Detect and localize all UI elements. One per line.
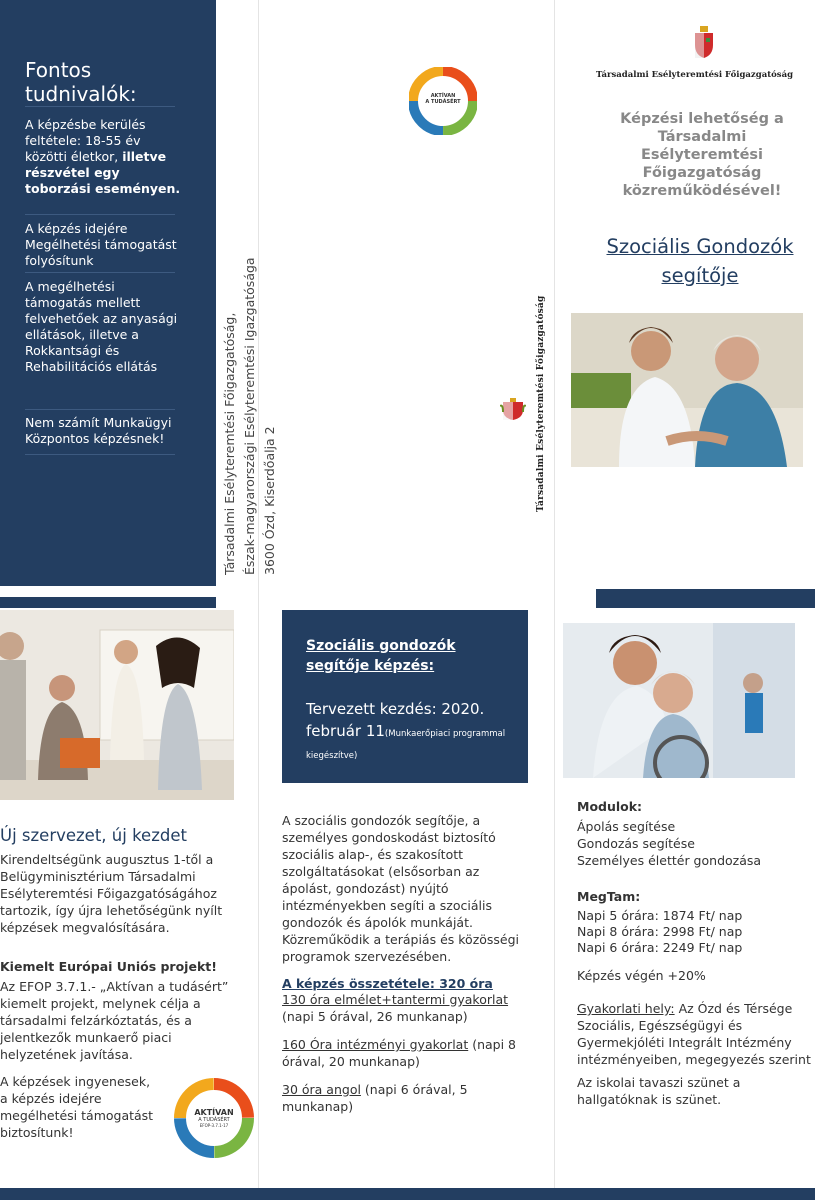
- aktivan-logo: [409, 67, 477, 135]
- mailer-org-name: Társadalmi Esélyteremtési Főigazgatóság: [536, 295, 546, 512]
- divider: [25, 272, 175, 273]
- eligibility-text: [25, 117, 185, 197]
- nurse-elderly-photo: [571, 313, 803, 467]
- megtam-heading: MegTam:: [577, 889, 641, 904]
- practice-place: [577, 1000, 813, 1068]
- item-detail: (napi 8 órával, 20 munkanap): [282, 1037, 517, 1069]
- module-item: Gondozás segítése: [577, 836, 695, 851]
- address-line: Társadalmi Esélyteremtési Főigazgatóság,: [222, 312, 237, 575]
- bottom-bar: [0, 1188, 815, 1200]
- course-info-box: [282, 610, 528, 783]
- org-name: Társadalmi Esélyteremtési Főigazgatóság: [596, 70, 794, 80]
- eligibility-event: illetve részvétel egy toborzási eseményen.: [25, 149, 181, 196]
- accent-bar: [596, 589, 815, 608]
- return-address: [220, 255, 280, 575]
- practice-text: Az Ózd és Térsége Szociális, Egészségügyi és Gyermekjóléti Integrált Intézmény intézményeiben, megegyezés szerint: [577, 1001, 811, 1067]
- free-training-text: A képzések ingyenesek, a képzés idejére megélhetési támogatást biztosítunk!: [0, 1074, 154, 1140]
- not-job-center-text: Nem számít Munkaügyi Központos képzésnek!: [25, 415, 172, 446]
- megtam-rate: Napi 5 órára: 1874 Ft/ nap: [577, 908, 743, 923]
- item-hours: 30 óra angol: [282, 1082, 361, 1097]
- logo-subtext: A TUDÁSÉRT: [425, 99, 461, 105]
- important-info-heading: Fontos tudnivalók:: [25, 58, 137, 106]
- item-detail: (napi 6 órával, 5 munkanap): [282, 1082, 468, 1114]
- address-line: 3600 Ózd, Kiserdőalja 2: [262, 426, 277, 575]
- divider: [25, 106, 175, 107]
- caregiver-wheelchair-photo: [563, 623, 795, 778]
- eu-project-heading: Kiemelt Európai Uniós projekt!: [0, 959, 217, 974]
- fold-line: [258, 0, 259, 1200]
- important-info-panel: [0, 0, 216, 586]
- item-hours: 130 óra elmélet+tantermi gyakorlat: [282, 992, 509, 1007]
- bonus-text: Képzés végén +20%: [577, 968, 706, 983]
- composition-item: [282, 991, 528, 1025]
- course-title: Szociális gondozók segítője képzés:: [306, 638, 456, 674]
- composition-item: [282, 1081, 528, 1115]
- eligibility-condition: A képzésbe kerülés feltétele: 18-55 év közötti életkor,: [25, 117, 146, 164]
- logo-text: AKTÍVAN: [194, 1108, 234, 1117]
- intro-heading: Képzési lehetőség a Társadalmi Esélyteremtési Főigazgatóság közreműködésével!: [620, 111, 784, 199]
- coat-of-arms-icon: [500, 398, 526, 420]
- module-item: Személyes élettér gondozása: [577, 853, 762, 868]
- module-item: Ápolás segítése: [577, 819, 676, 834]
- fold-line: [554, 0, 555, 1200]
- megtam-rate: Napi 8 órára: 2998 Ft/ nap: [577, 924, 743, 939]
- group-photo: [0, 610, 234, 800]
- start-date: Tervezett kezdés: 2020. február 11: [306, 700, 485, 740]
- composition-item: [282, 1036, 528, 1070]
- composition-heading: A képzés összetétele: 320 óra: [282, 976, 493, 991]
- new-org-heading: Új szervezet, új kezdet: [0, 826, 187, 845]
- logo-code: EFOP-3.7.1-17: [199, 1123, 229, 1128]
- course-description: A szociális gondozók segítője, a személyes gondoskodást biztosító szociális alap-, és szakosított szolgáltatásokat (elsősorban az ápolást, gondozást) nyújtó intézményekben segíti a szociális gondozók és ápolók munkáját. Közreműködik a terápiás és közösségi programok szervezésében.: [282, 813, 520, 964]
- coat-of-arms-icon: [693, 26, 715, 58]
- address-line: Észak-magyarországi Esélyteremtési Igazgatósága: [242, 257, 257, 575]
- modules-heading: Modulok:: [577, 799, 643, 814]
- logo-text: AKTÍVAN: [430, 93, 456, 99]
- course-start: [306, 698, 516, 764]
- item-hours: 160 Óra intézményi gyakorlat: [282, 1037, 469, 1052]
- aktivan-logo: [174, 1078, 254, 1158]
- allowance-text: A képzés idejére Megélhetési támogatást folyósítunk: [25, 221, 177, 268]
- divider: [25, 454, 175, 455]
- new-org-text: Kirendeltségünk augusztus 1-től a Belügyminisztérium Társadalmi Esélyteremtési Főigazgatóságához tartozik, így újra lehetőségünk nyílt képzések megvalósítására.: [0, 852, 223, 935]
- holiday-text: Az iskolai tavaszi szünet a hallgatóknak is szünet.: [577, 1075, 741, 1107]
- eu-project-text: Az EFOP 3.7.1.- „Aktívan a tudásért” kiemelt projekt, melynek célja a társadalmi felzárkóztatás, és a jelentkezők munkaerő piaci helyzetének javítása.: [0, 979, 229, 1062]
- item-detail: (napi 5 órával, 26 munkanap): [282, 1009, 468, 1024]
- start-note: (Munkaerőpiaci programmal kiegészítve): [306, 729, 506, 761]
- practice-label: Gyakorlati hely:: [577, 1001, 675, 1016]
- logo-subtext: A TUDÁSÉRT: [198, 1117, 230, 1123]
- accent-bar: [0, 597, 216, 608]
- benefits-text: A megélhetési támogatás mellett felvehetőek az anyasági ellátások, illetve a Rokkantsági és Rehabilitációs ellátás: [25, 279, 178, 374]
- divider: [25, 409, 175, 410]
- megtam-rate: Napi 6 órára: 2249 Ft/ nap: [577, 940, 743, 955]
- brochure-title: Szociális Gondozók segítője: [606, 235, 794, 287]
- divider: [25, 214, 175, 215]
